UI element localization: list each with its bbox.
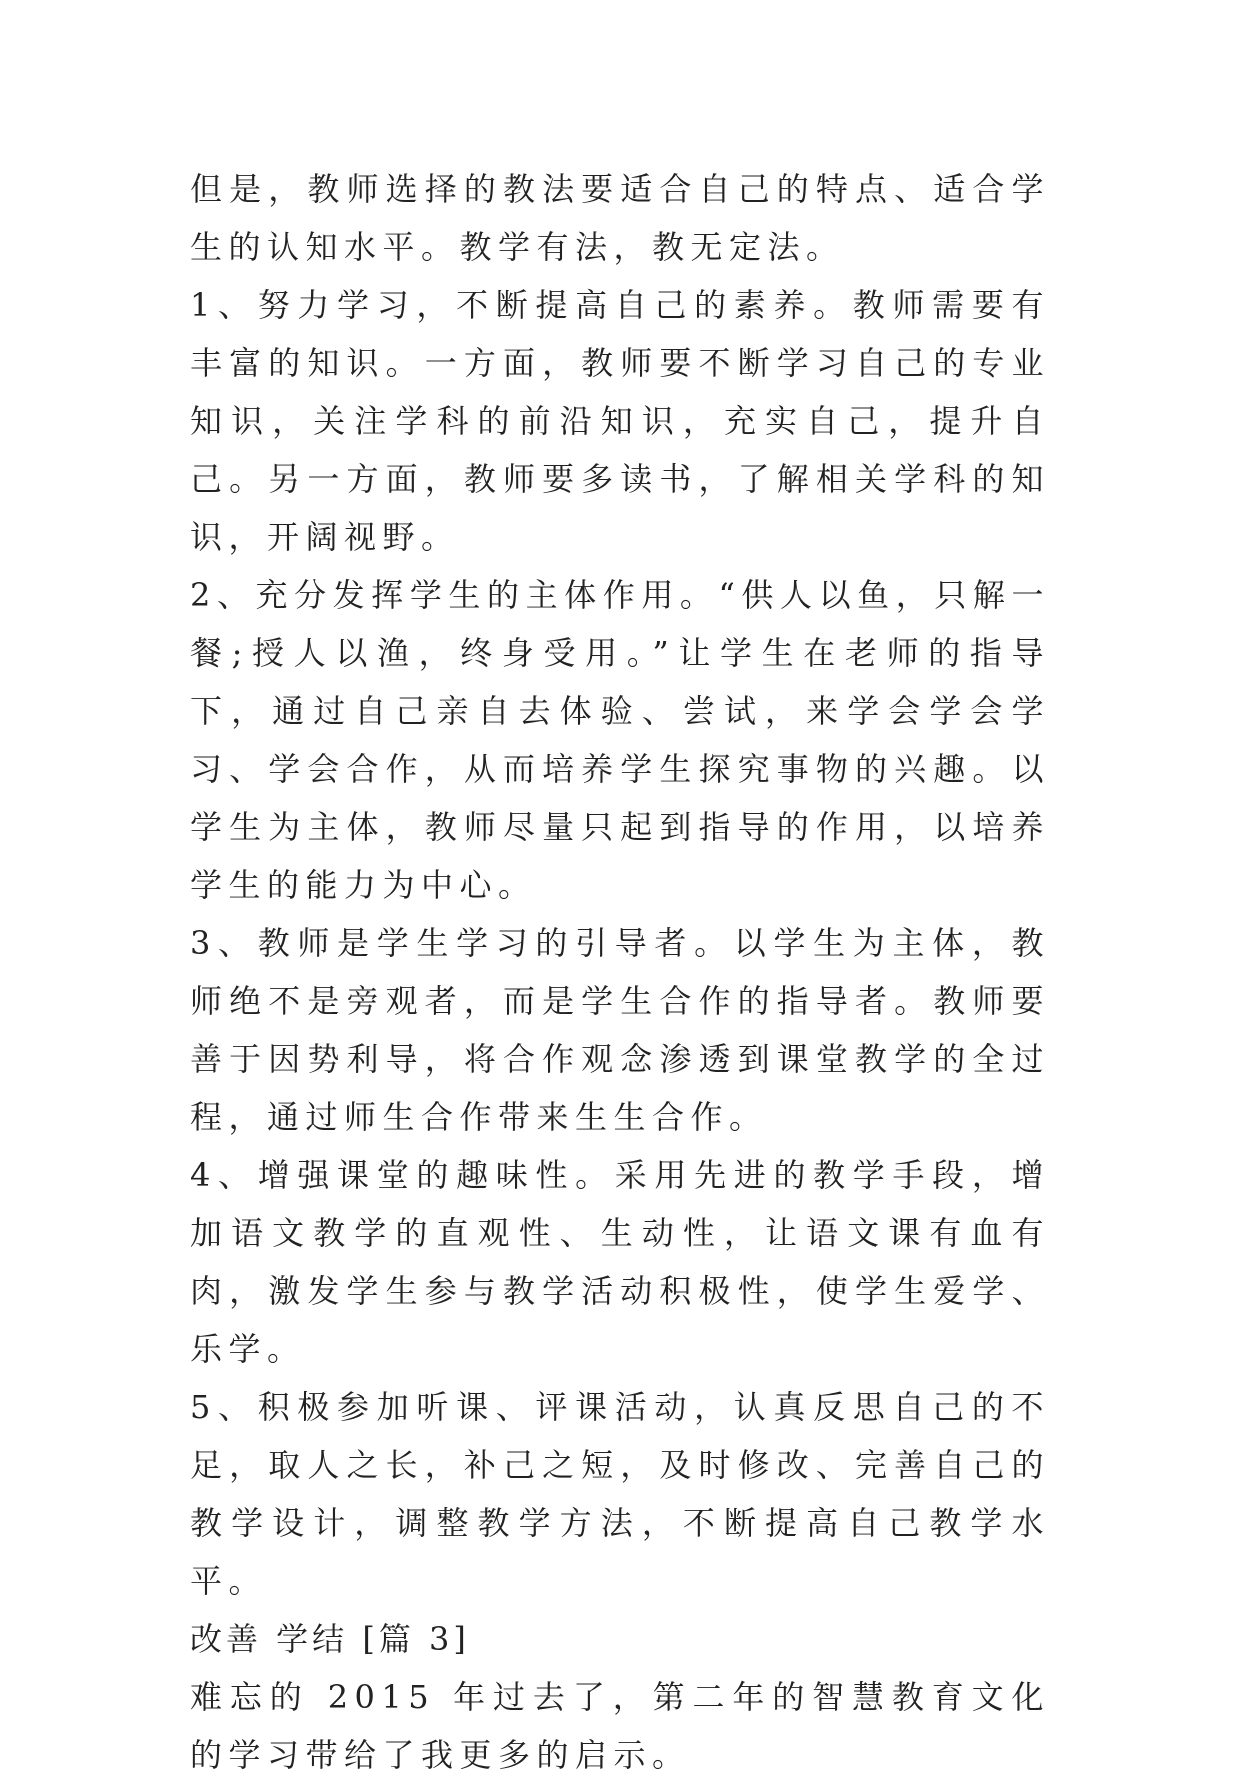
paragraph-point-3: 3、教师是学生学习的引导者。以学生为主体，教师绝不是旁观者，而是学生合作的指导者。教师要善于因势利导，将合作观念渗透到课堂教学的全过程，通过师生合作带来生生合作。 (190, 924, 1050, 1136)
paragraph-closing: 难忘的 2015 年过去了，第二年的智慧教育文化的学习带给了我更多的启示。 (190, 1678, 1050, 1774)
document-body (190, 160, 1050, 1784)
paragraph-point-2: 2、充分发挥学生的主体作用。“供人以鱼，只解一餐;授人以渔，终身受用。”让学生在老师的指导下，通过自己亲自去体验、尝试，来学会学会学习、学会合作，从而培养学生探究事物的兴趣。以学生为主体，教师尽量只起到指导的作用，以培养学生的能力为中心。 (190, 576, 1050, 904)
paragraph-point-1: 1、努力学习，不断提高自己的素养。教师需要有丰富的知识。一方面，教师要不断学习自己的专业知识，关注学科的前沿知识，充实自己，提升自己。另一方面，教师要多读书，了解相关学科的知识，开阔视野。 (190, 286, 1050, 556)
section-heading: 改善 学结 [篇 3] (190, 1620, 470, 1658)
paragraph-point-5: 5、积极参加听课、评课活动，认真反思自己的不足，取人之长，补己之短，及时修改、完善自己的教学设计，调整教学方法，不断提高自己教学水平。 (190, 1388, 1050, 1600)
paragraph-intro: 但是，教师选择的教法要适合自己的特点、适合学生的认知水平。教学有法，教无定法。 (190, 170, 1050, 266)
paragraph-point-4: 4、增强课堂的趣味性。采用先进的教学手段，增加语文教学的直观性、生动性，让语文课有血有肉，激发学生参与教学活动积极性，使学生爱学、乐学。 (190, 1156, 1050, 1368)
